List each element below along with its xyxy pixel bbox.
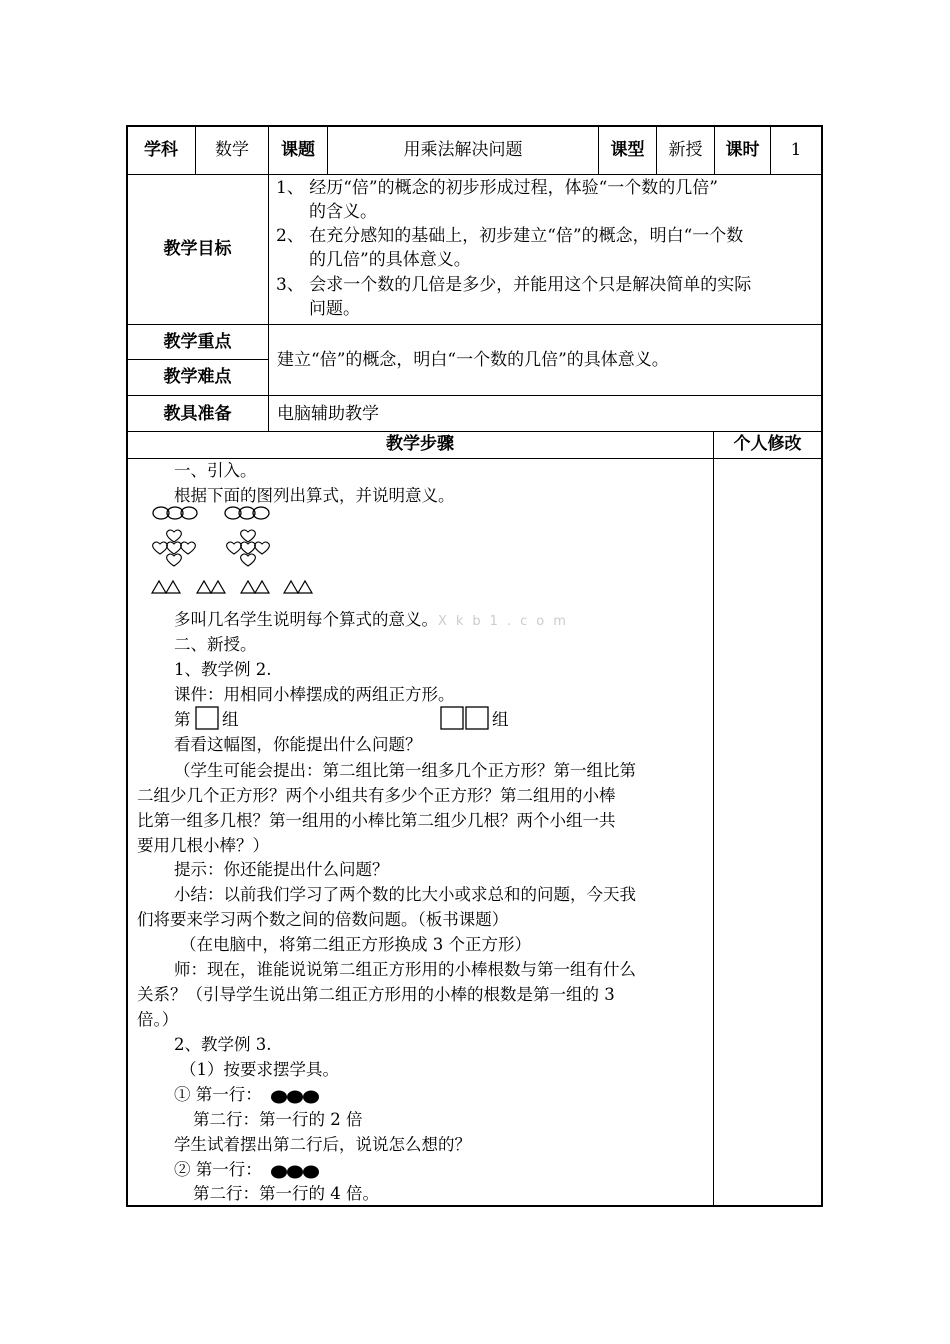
body-line: 1、教学例 2.	[174, 660, 272, 679]
triangle-shape	[284, 581, 298, 593]
body-line: 二组少几个正方形？两个小组共有多少个正方形？第二组用的小棒	[137, 786, 616, 805]
body-line: 提示：你还能提出什么问题？	[174, 860, 389, 879]
objective-line: 2、 在充分感知的基础上，初步建立“倍”的概念，明白“一个数	[276, 226, 744, 246]
topic-label: 课题	[281, 140, 315, 160]
difficulty-label: 教学难点	[163, 367, 232, 387]
dot-shape	[303, 1166, 319, 1179]
square-shape	[466, 707, 488, 729]
body-line: 倍。）	[137, 1010, 179, 1029]
topic-value: 用乘法解决问题	[403, 140, 523, 160]
section-intro: 一、引入。	[174, 461, 257, 480]
body-line: （学生可能会提出：第二组比第一组多几个正方形？第一组比第	[174, 761, 636, 780]
objectives-label: 教学目标	[163, 239, 232, 259]
triangle-shape	[298, 581, 312, 593]
watermark: Xkb1.com	[438, 614, 575, 629]
body-line: 学生试着摆出第二行后，说说怎么想的？	[174, 1135, 471, 1154]
triangle-shape	[211, 581, 225, 593]
rule	[126, 395, 823, 396]
hearts-figure	[148, 528, 278, 572]
body-line	[174, 609, 575, 633]
dot-shape	[271, 1091, 287, 1104]
table-bottom-border	[126, 1205, 823, 1207]
rule	[126, 324, 823, 325]
triangle-shape	[241, 581, 255, 593]
period-label: 课时	[725, 140, 760, 160]
dot-shape	[287, 1091, 303, 1104]
heart-shape	[241, 542, 256, 554]
table-left-border	[126, 125, 128, 1206]
revision-header: 个人修改	[733, 434, 802, 454]
group-two-suffix: 组	[492, 710, 509, 729]
rule	[126, 458, 823, 459]
steps-header: 教学步骤	[386, 434, 454, 454]
group-one-prefix: 第	[174, 710, 191, 729]
dots-figure-b	[270, 1164, 322, 1180]
body-line: 根据下面的图列出算式，并说明意义。	[174, 486, 455, 505]
type-value: 新授	[668, 140, 703, 160]
section-new: 二、新授。	[174, 635, 257, 654]
body-line: 们将要来学习两个数之间的倍数问题。（板书课题）	[137, 910, 509, 929]
body-line: （1）按要求摆学具。	[180, 1060, 339, 1079]
body-line: 比第一组多几根？第一组用的小棒比第二组少几根？两个小组一共	[137, 811, 616, 830]
group-one-suffix: 组	[222, 710, 239, 729]
square-shape	[441, 707, 463, 729]
row-one-label: ② 第一行：	[174, 1160, 262, 1179]
body-line: 2、教学例 3.	[174, 1035, 272, 1054]
heart-shape	[167, 542, 182, 554]
key-point-text: 建立“倍”的概念，明白“一个数的几倍”的具体意义。	[277, 350, 669, 370]
triangle-shape	[152, 581, 166, 593]
heart-shape	[167, 554, 182, 566]
dot-shape	[287, 1166, 303, 1179]
heart-shape	[241, 554, 256, 566]
group-one-squares	[194, 705, 222, 731]
row-one-label: ① 第一行：	[174, 1085, 262, 1104]
rule	[126, 359, 268, 360]
body-line: 第二行：第一行的 4 倍。	[193, 1184, 379, 1203]
table-top-border	[126, 125, 823, 127]
subject-label: 学科	[144, 140, 178, 160]
body-line: 第二行：第一行的 2 倍	[193, 1110, 363, 1129]
objective-line: 1、 经历“倍”的概念的初步形成过程，体验“一个数的几倍”	[276, 178, 718, 198]
body-line: 小结：以前我们学习了两个数的比大小或求总和的问题，今天我	[174, 885, 636, 904]
tools-value: 电脑辅助教学	[277, 404, 379, 424]
objective-line: 的含义。	[309, 202, 377, 222]
body-line: 课件：用相同小棒摆成的两组正方形。	[174, 685, 455, 704]
rule	[126, 174, 823, 175]
tools-label: 教具准备	[163, 404, 232, 424]
dot-shape	[303, 1091, 319, 1104]
table-right-border	[821, 125, 823, 1206]
type-label: 课型	[610, 140, 645, 160]
body-line: 关系？（引导学生说出第二组正方形用的小棒的根数是第一组的 3	[137, 985, 615, 1004]
dots-figure-a	[270, 1089, 322, 1105]
objective-line: 的几倍”的具体意义。	[309, 250, 471, 270]
objective-line: 问题。	[309, 299, 360, 319]
subject-value: 数学	[215, 140, 249, 160]
body-line: 要用几根小棒？）	[137, 836, 269, 855]
square-shape	[196, 707, 218, 729]
triangle-shape	[166, 581, 180, 593]
rule	[126, 431, 823, 432]
body-line: 师：现在，谁能说说第二组正方形用的小棒根数与第一组有什么	[174, 960, 636, 979]
triangle-shape	[197, 581, 211, 593]
heart-shape	[227, 542, 242, 554]
rule	[713, 431, 714, 1206]
body-text: 多叫几名学生说明每个算式的意义。	[174, 610, 438, 629]
heart-shape	[167, 530, 182, 542]
dot-shape	[271, 1166, 287, 1179]
group-two-squares	[439, 705, 493, 731]
key-point-label: 教学重点	[163, 332, 232, 352]
period-value: 1	[790, 140, 802, 160]
circles-figure	[150, 503, 280, 523]
body-line: （在电脑中，将第二组正方形换成 3 个正方形）	[180, 935, 531, 954]
heart-shape	[153, 542, 168, 554]
rule	[268, 125, 269, 431]
triangles-figure	[150, 578, 320, 596]
body-line: 看看这幅图，你能提出什么问题？	[174, 735, 422, 754]
objective-line: 3、 会求一个数的几倍是多少，并能用这个只是解决简单的实际	[276, 275, 752, 295]
heart-shape	[181, 542, 196, 554]
heart-shape	[255, 542, 270, 554]
triangle-shape	[255, 581, 269, 593]
heart-shape	[241, 530, 256, 542]
